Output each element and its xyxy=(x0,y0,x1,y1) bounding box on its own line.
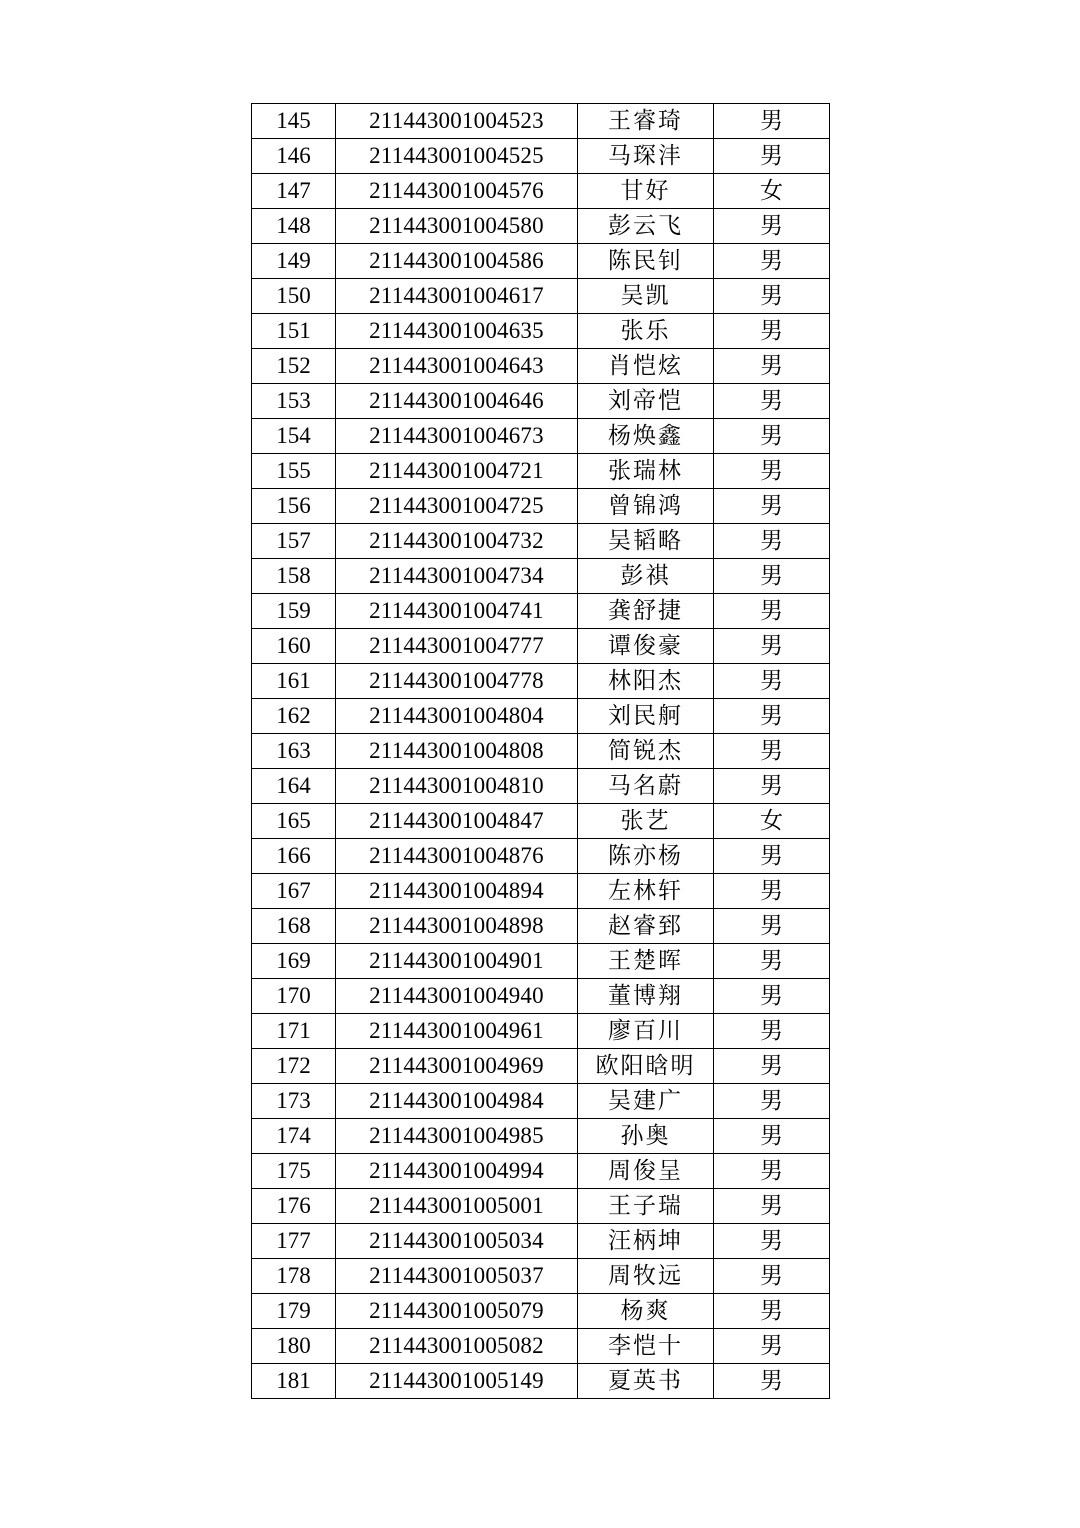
student-name-cell: 陈民钊 xyxy=(578,244,714,279)
student-name-cell: 彭云飞 xyxy=(578,209,714,244)
row-number-cell: 177 xyxy=(252,1224,336,1259)
gender-cell: 男 xyxy=(714,384,830,419)
candidate-id-cell: 211443001005037 xyxy=(336,1259,578,1294)
table-row xyxy=(252,139,830,174)
gender-cell: 男 xyxy=(714,489,830,524)
student-name-cell: 孙奥 xyxy=(578,1119,714,1154)
student-name-cell: 龚舒捷 xyxy=(578,594,714,629)
row-number-cell: 157 xyxy=(252,524,336,559)
student-name-cell: 王子瑞 xyxy=(578,1189,714,1224)
table-row xyxy=(252,419,830,454)
gender-cell: 男 xyxy=(714,139,830,174)
row-number-cell: 171 xyxy=(252,1014,336,1049)
gender-cell: 男 xyxy=(714,419,830,454)
table-row xyxy=(252,1154,830,1189)
gender-cell: 男 xyxy=(714,979,830,1014)
row-number-cell: 162 xyxy=(252,699,336,734)
gender-cell: 男 xyxy=(714,1294,830,1329)
student-name-cell: 王楚晖 xyxy=(578,944,714,979)
student-name-cell: 刘民舸 xyxy=(578,699,714,734)
candidate-id-cell: 211443001004778 xyxy=(336,664,578,699)
candidate-id-cell: 211443001004901 xyxy=(336,944,578,979)
row-number-cell: 156 xyxy=(252,489,336,524)
gender-cell: 男 xyxy=(714,839,830,874)
candidate-id-cell: 211443001004984 xyxy=(336,1084,578,1119)
row-number-cell: 178 xyxy=(252,1259,336,1294)
candidate-id-cell: 211443001004741 xyxy=(336,594,578,629)
gender-cell: 男 xyxy=(714,1084,830,1119)
table-row xyxy=(252,1224,830,1259)
row-number-cell: 163 xyxy=(252,734,336,769)
table-row xyxy=(252,1259,830,1294)
gender-cell: 男 xyxy=(714,1119,830,1154)
table-row xyxy=(252,1049,830,1084)
candidate-id-cell: 211443001004898 xyxy=(336,909,578,944)
row-number-cell: 176 xyxy=(252,1189,336,1224)
student-name-cell: 彭祺 xyxy=(578,559,714,594)
student-name-cell: 谭俊豪 xyxy=(578,629,714,664)
gender-cell: 男 xyxy=(714,629,830,664)
row-number-cell: 175 xyxy=(252,1154,336,1189)
gender-cell: 男 xyxy=(714,279,830,314)
table-row xyxy=(252,1014,830,1049)
row-number-cell: 158 xyxy=(252,559,336,594)
student-name-cell: 简锐杰 xyxy=(578,734,714,769)
student-name-cell: 陈亦杨 xyxy=(578,839,714,874)
candidate-id-cell: 211443001005079 xyxy=(336,1294,578,1329)
student-name-cell: 廖百川 xyxy=(578,1014,714,1049)
table-row xyxy=(252,104,830,139)
row-number-cell: 169 xyxy=(252,944,336,979)
student-name-cell: 张乐 xyxy=(578,314,714,349)
row-number-cell: 170 xyxy=(252,979,336,1014)
candidate-id-cell: 211443001004810 xyxy=(336,769,578,804)
gender-cell: 男 xyxy=(714,1189,830,1224)
row-number-cell: 149 xyxy=(252,244,336,279)
gender-cell: 女 xyxy=(714,804,830,839)
table-row xyxy=(252,629,830,664)
gender-cell: 男 xyxy=(714,1329,830,1364)
table-row xyxy=(252,1364,830,1399)
gender-cell: 男 xyxy=(714,769,830,804)
student-name-cell: 汪柄坤 xyxy=(578,1224,714,1259)
gender-cell: 男 xyxy=(714,944,830,979)
row-number-cell: 174 xyxy=(252,1119,336,1154)
table-row xyxy=(252,1329,830,1364)
student-name-cell: 夏英书 xyxy=(578,1364,714,1399)
row-number-cell: 180 xyxy=(252,1329,336,1364)
table-row xyxy=(252,384,830,419)
candidate-id-cell: 211443001004580 xyxy=(336,209,578,244)
row-number-cell: 150 xyxy=(252,279,336,314)
candidate-id-cell: 211443001005082 xyxy=(336,1329,578,1364)
gender-cell: 男 xyxy=(714,1049,830,1084)
table-row xyxy=(252,699,830,734)
candidate-id-cell: 211443001004732 xyxy=(336,524,578,559)
table-row xyxy=(252,804,830,839)
candidate-id-cell: 211443001004586 xyxy=(336,244,578,279)
gender-cell: 男 xyxy=(714,559,830,594)
row-number-cell: 159 xyxy=(252,594,336,629)
candidate-id-cell: 211443001005149 xyxy=(336,1364,578,1399)
gender-cell: 男 xyxy=(714,664,830,699)
candidate-id-cell: 211443001004725 xyxy=(336,489,578,524)
table-row xyxy=(252,524,830,559)
roster-table xyxy=(251,103,830,1399)
table-row xyxy=(252,1119,830,1154)
gender-cell: 男 xyxy=(714,1014,830,1049)
candidate-id-cell: 211443001004940 xyxy=(336,979,578,1014)
table-row xyxy=(252,454,830,489)
row-number-cell: 153 xyxy=(252,384,336,419)
student-name-cell: 李恺十 xyxy=(578,1329,714,1364)
student-name-cell: 赵睿郅 xyxy=(578,909,714,944)
gender-cell: 男 xyxy=(714,874,830,909)
gender-cell: 男 xyxy=(714,734,830,769)
student-name-cell: 王睿琦 xyxy=(578,104,714,139)
gender-cell: 男 xyxy=(714,1364,830,1399)
candidate-id-cell: 211443001004525 xyxy=(336,139,578,174)
table-row xyxy=(252,349,830,384)
gender-cell: 男 xyxy=(714,209,830,244)
candidate-id-cell: 211443001004646 xyxy=(336,384,578,419)
row-number-cell: 146 xyxy=(252,139,336,174)
student-name-cell: 刘帝恺 xyxy=(578,384,714,419)
student-name-cell: 吴建广 xyxy=(578,1084,714,1119)
table-row xyxy=(252,769,830,804)
table-row xyxy=(252,944,830,979)
candidate-id-cell: 211443001004969 xyxy=(336,1049,578,1084)
gender-cell: 男 xyxy=(714,104,830,139)
candidate-id-cell: 211443001004894 xyxy=(336,874,578,909)
candidate-id-cell: 211443001004523 xyxy=(336,104,578,139)
row-number-cell: 167 xyxy=(252,874,336,909)
candidate-id-cell: 211443001004617 xyxy=(336,279,578,314)
table-row xyxy=(252,279,830,314)
row-number-cell: 166 xyxy=(252,839,336,874)
student-name-cell: 马名蔚 xyxy=(578,769,714,804)
gender-cell: 男 xyxy=(714,349,830,384)
table-row xyxy=(252,489,830,524)
gender-cell: 男 xyxy=(714,594,830,629)
row-number-cell: 168 xyxy=(252,909,336,944)
table-row xyxy=(252,664,830,699)
candidate-id-cell: 211443001004808 xyxy=(336,734,578,769)
gender-cell: 男 xyxy=(714,909,830,944)
table-row xyxy=(252,1294,830,1329)
student-name-cell: 吴韬略 xyxy=(578,524,714,559)
row-number-cell: 161 xyxy=(252,664,336,699)
candidate-id-cell: 211443001004985 xyxy=(336,1119,578,1154)
table-row xyxy=(252,839,830,874)
row-number-cell: 165 xyxy=(252,804,336,839)
row-number-cell: 154 xyxy=(252,419,336,454)
roster-body xyxy=(252,104,830,1399)
gender-cell: 男 xyxy=(714,1259,830,1294)
student-name-cell: 欧阳晗明 xyxy=(578,1049,714,1084)
row-number-cell: 148 xyxy=(252,209,336,244)
row-number-cell: 181 xyxy=(252,1364,336,1399)
table-row xyxy=(252,314,830,349)
table-row xyxy=(252,909,830,944)
candidate-id-cell: 211443001004804 xyxy=(336,699,578,734)
student-name-cell: 甘好 xyxy=(578,174,714,209)
student-name-cell: 张瑞林 xyxy=(578,454,714,489)
candidate-id-cell: 211443001005034 xyxy=(336,1224,578,1259)
candidate-id-cell: 211443001004876 xyxy=(336,839,578,874)
row-number-cell: 147 xyxy=(252,174,336,209)
gender-cell: 男 xyxy=(714,454,830,489)
student-name-cell: 左林轩 xyxy=(578,874,714,909)
student-name-cell: 董博翔 xyxy=(578,979,714,1014)
row-number-cell: 155 xyxy=(252,454,336,489)
gender-cell: 男 xyxy=(714,314,830,349)
student-name-cell: 周俊呈 xyxy=(578,1154,714,1189)
table-row xyxy=(252,979,830,1014)
candidate-id-cell: 211443001004721 xyxy=(336,454,578,489)
table-row xyxy=(252,594,830,629)
row-number-cell: 152 xyxy=(252,349,336,384)
table-row xyxy=(252,174,830,209)
candidate-id-cell: 211443001004734 xyxy=(336,559,578,594)
table-row xyxy=(252,1084,830,1119)
table-row xyxy=(252,559,830,594)
row-number-cell: 145 xyxy=(252,104,336,139)
table-row xyxy=(252,734,830,769)
candidate-id-cell: 211443001004847 xyxy=(336,804,578,839)
row-number-cell: 151 xyxy=(252,314,336,349)
candidate-id-cell: 211443001005001 xyxy=(336,1189,578,1224)
row-number-cell: 173 xyxy=(252,1084,336,1119)
student-name-cell: 杨焕鑫 xyxy=(578,419,714,454)
gender-cell: 男 xyxy=(714,699,830,734)
row-number-cell: 172 xyxy=(252,1049,336,1084)
candidate-id-cell: 211443001004961 xyxy=(336,1014,578,1049)
table-row xyxy=(252,209,830,244)
gender-cell: 女 xyxy=(714,174,830,209)
student-name-cell: 吴凯 xyxy=(578,279,714,314)
candidate-id-cell: 211443001004643 xyxy=(336,349,578,384)
student-name-cell: 杨爽 xyxy=(578,1294,714,1329)
row-number-cell: 160 xyxy=(252,629,336,664)
student-name-cell: 周牧远 xyxy=(578,1259,714,1294)
table-row xyxy=(252,874,830,909)
candidate-id-cell: 211443001004635 xyxy=(336,314,578,349)
student-name-cell: 肖恺炫 xyxy=(578,349,714,384)
row-number-cell: 179 xyxy=(252,1294,336,1329)
candidate-id-cell: 211443001004576 xyxy=(336,174,578,209)
candidate-id-cell: 211443001004994 xyxy=(336,1154,578,1189)
gender-cell: 男 xyxy=(714,1154,830,1189)
gender-cell: 男 xyxy=(714,244,830,279)
gender-cell: 男 xyxy=(714,524,830,559)
row-number-cell: 164 xyxy=(252,769,336,804)
student-name-cell: 马琛沣 xyxy=(578,139,714,174)
student-name-cell: 林阳杰 xyxy=(578,664,714,699)
table-row xyxy=(252,1189,830,1224)
student-name-cell: 张艺 xyxy=(578,804,714,839)
gender-cell: 男 xyxy=(714,1224,830,1259)
table-row xyxy=(252,244,830,279)
candidate-id-cell: 211443001004777 xyxy=(336,629,578,664)
candidate-id-cell: 211443001004673 xyxy=(336,419,578,454)
student-name-cell: 曾锦鸿 xyxy=(578,489,714,524)
